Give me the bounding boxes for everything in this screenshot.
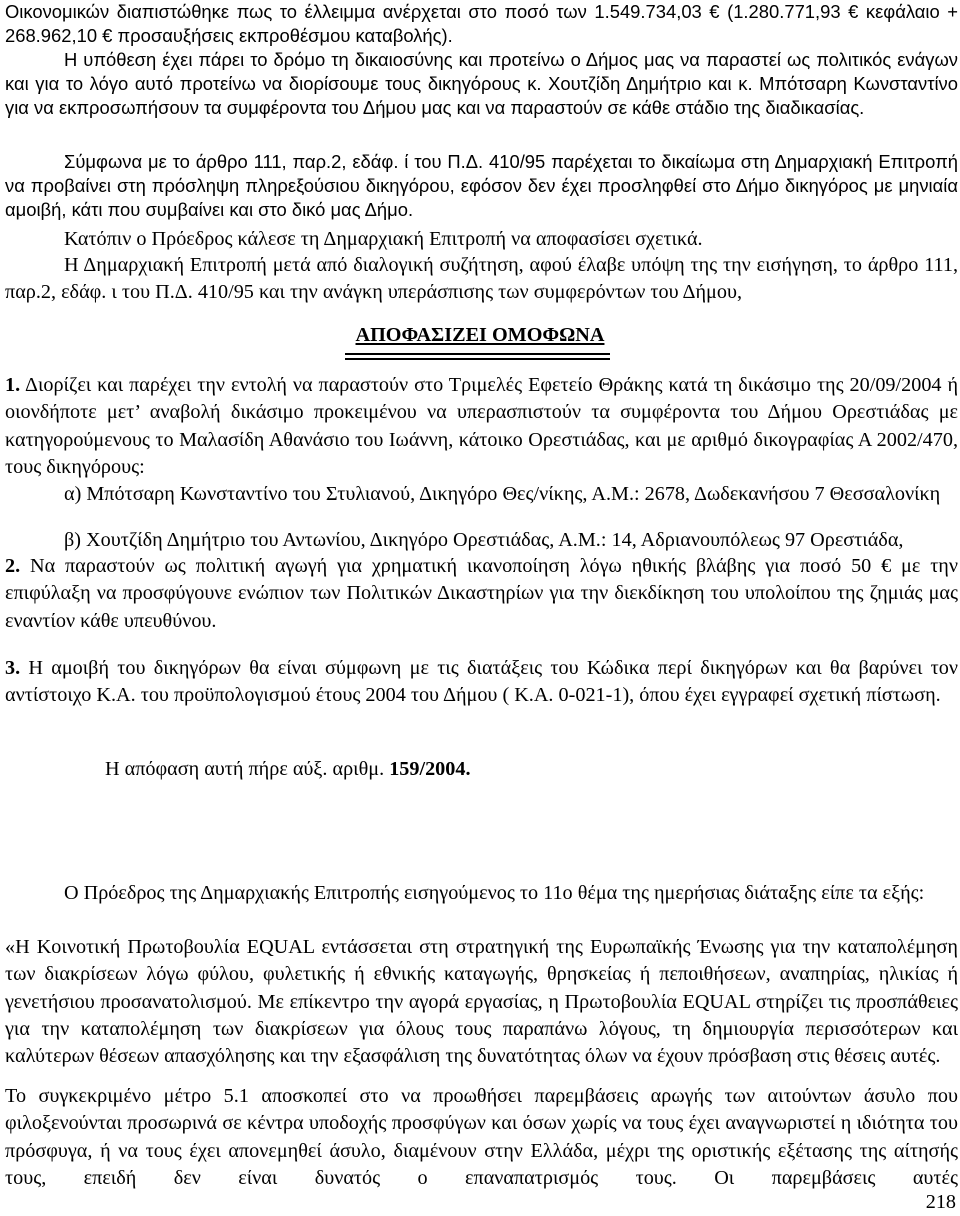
item-3-number: 3.: [5, 657, 21, 679]
decision-prefix: Η απόφαση αυτή πήρε αύξ. αριθμ.: [105, 758, 385, 780]
legal-basis-paragraph: Σύμφωνα με το άρθρο 111, παρ.2, εδάφ. ί του Π.Δ. 410/95 παρέχεται το δικαίωμα στη Δημαρχιακή Επιτροπή να προβαίνει στη πρόσληψη πληρεξούσιου δικηγόρου, εφόσον δεν έχει προσληφθεί στο Δήμο δικηγόρος με μηνιαία αμοιβή, κάτι που συμβαίνει και στο δικό μας Δήμο.: [5, 151, 958, 220]
deficit-paragraph: Οικονομικών διαπιστώθηκε πως το έλλειμμα ανέρχεται στο ποσό των 1.549.734,03 € (1.280.771,93 € κεφάλαιο + 268.962,10 € προσαυξήσεις εκπροθέσμου καταβολής).: [5, 1, 958, 46]
decision-heading: ΑΠΟΦΑΣΙΖΕΙ ΟΜΟΦΩΝΑ: [355, 324, 605, 346]
decision-number: 159/2004.: [389, 758, 471, 780]
committee-deliberation-paragraph: Η Δημαρχιακή Επιτροπή μετά από διαλογική συζήτηση, αφού έλαβε υπόψη της την εισήγηση, το άρθρο 111, παρ.2, εδάφ. ι του Π.Δ. 410/95 και την ανάγκη υπεράσπισης των συμφερόντων του Δήμου,: [5, 254, 958, 304]
lawyer-a-entry: α) Μπότσαρη Κωνσταντίνο του Στυλιανού, Δικηγόρο Θες/νίκης, Α.Μ.: 2678, Δωδεκανήσου 7 Θεσσαλονίκη: [64, 483, 941, 505]
lawsuit-proposal-paragraph: Η υπόθεση έχει πάρει το δρόμο τη δικαιοσύνης και προτείνω ο Δήμος μας να παραστεί ως πολιτικός ενάγων και για το λόγο αυτό προτείνω να διορίσουμε τους δικηγόρους κ. Χουτζίδη Δημήτριο και κ. Μπότσαρη Κωνσταντίνο για να εκπροσωπήσουν τα συμφέροντα του Δήμου μας και να παραστούν σε κάθε στάδιο της διαδικασίας.: [5, 49, 958, 118]
item-3-text: Η αμοιβή του δικηγόρων θα είναι σύμφωνη με τις διατάξεις του Κώδικα περί δικηγόρων και θα βαρύνει τον αντίστοιχο Κ.Α. του προϋπολογισμού έτους 2004 του Δήμου ( Κ.Α. 0-021-1), όπου έχει εγγραφεί σχετική πίστωση.: [5, 657, 958, 707]
decision-number-line: [105, 756, 905, 783]
item-2-number: 2.: [5, 555, 21, 577]
page-number: 218: [925, 1191, 956, 1213]
item-2-text: Να παραστούν ως πολιτική αγωγή για χρηματική ικανοποίηση λόγω ηθικής βλάβης για ποσό 50 € με την επιφύλαξη να προσφύγουνε ενώπιον των Πολιτικών Δικαστηρίων για την διεκδίκηση του υπολοίπου της ζημιάς μας εναντίον κάθε υπευθύνου.: [5, 555, 958, 632]
measure-5-1-paragraph: Το συγκεκριμένο μέτρο 5.1 αποσκοπεί στο να προωθήσει παρεμβάσεις αρωγής των αιτούντων άσυλο που φιλοξενούνται προσωρινά σε κέντρα υποδοχής προσφύγων και όσων χωρίς να τους έχει αναγνωριστεί η ιδιότητα του πρόσφυγα, ή να τους έχει απονεμηθεί άσυλο, διαμένουν στην Ελλάδα, μέχρι της οριστικής εξέτασης της αίτησής τους, επειδή δεν είναι δυνατός ο επαναπατρισμός τους. Οι παρεμβάσεις αυτές: [5, 1085, 958, 1189]
decision-item-1: [5, 372, 958, 481]
decision-item-3: [5, 655, 958, 710]
item-1-text: Διορίζει και παρέχει την εντολή να παραστούν στο Τριμελές Εφετείο Θράκης κατά τη δικάσιμο της 20/09/2004 ή οιονδήποτε μετ’ αναβολή δικάσιμο προκειμένου να υπερασπιστούν τα συμφέροντα του Δήμου Ορεστιάδας με κατηγορούμενους το Μαλασίδη Αθανάσιο του Ιωάννη, κάτοικο Ορεστιάδας, και με αριθμό δικογραφίας Α 2002/470, τους δικηγόρους:: [5, 374, 958, 478]
heading-double-rule: [345, 350, 610, 362]
next-topic-intro: Ο Πρόεδρος της Δημαρχιακής Επιτροπής εισηγούμενος το 11ο θέμα της ημερήσιας διάταξης είπε τα εξής:: [64, 882, 925, 904]
call-to-vote-paragraph: Κατόπιν ο Πρόεδρος κάλεσε τη Δημαρχιακή Επιτροπή να αποφασίσει σχετικά.: [64, 228, 703, 250]
decision-item-2: [5, 553, 958, 635]
lawyer-b-entry: β) Χουτζίδη Δημήτριο του Αντωνίου, Δικηγόρο Ορεστιάδας, Α.Μ.: 14, Αδριανουπόλεως 97 Ορεστιάδα,: [64, 529, 904, 551]
equal-initiative-paragraph: «Η Κοινοτική Πρωτοβουλία EQUAL εντάσσεται στη στρατηγική της Ευρωπαϊκής Ένωσης για την καταπολέμηση των διακρίσεων λόγω φύλου, φυλετικής ή εθνικής καταγωγής, θρησκείας ή πεποιθήσεων, αναπηρίας, ηλικίας ή γενετήσιου προσανατολισμού. Με επίκεντρο την αγορά εργασίας, η Πρωτοβουλία EQUAL στηρίζει τις προσπάθειες για την καταπολέμηση των διακρίσεων για όλους τους παραπάνω λόγους, τη δημιουργία περισσότερων και καλύτερων θέσεων απασχόλησης και την εξασφάλιση της δυνατότητας όλων να έχουν πρόσβαση στις θέσεις αυτές.: [5, 936, 958, 1068]
item-1-number: 1.: [5, 374, 21, 396]
